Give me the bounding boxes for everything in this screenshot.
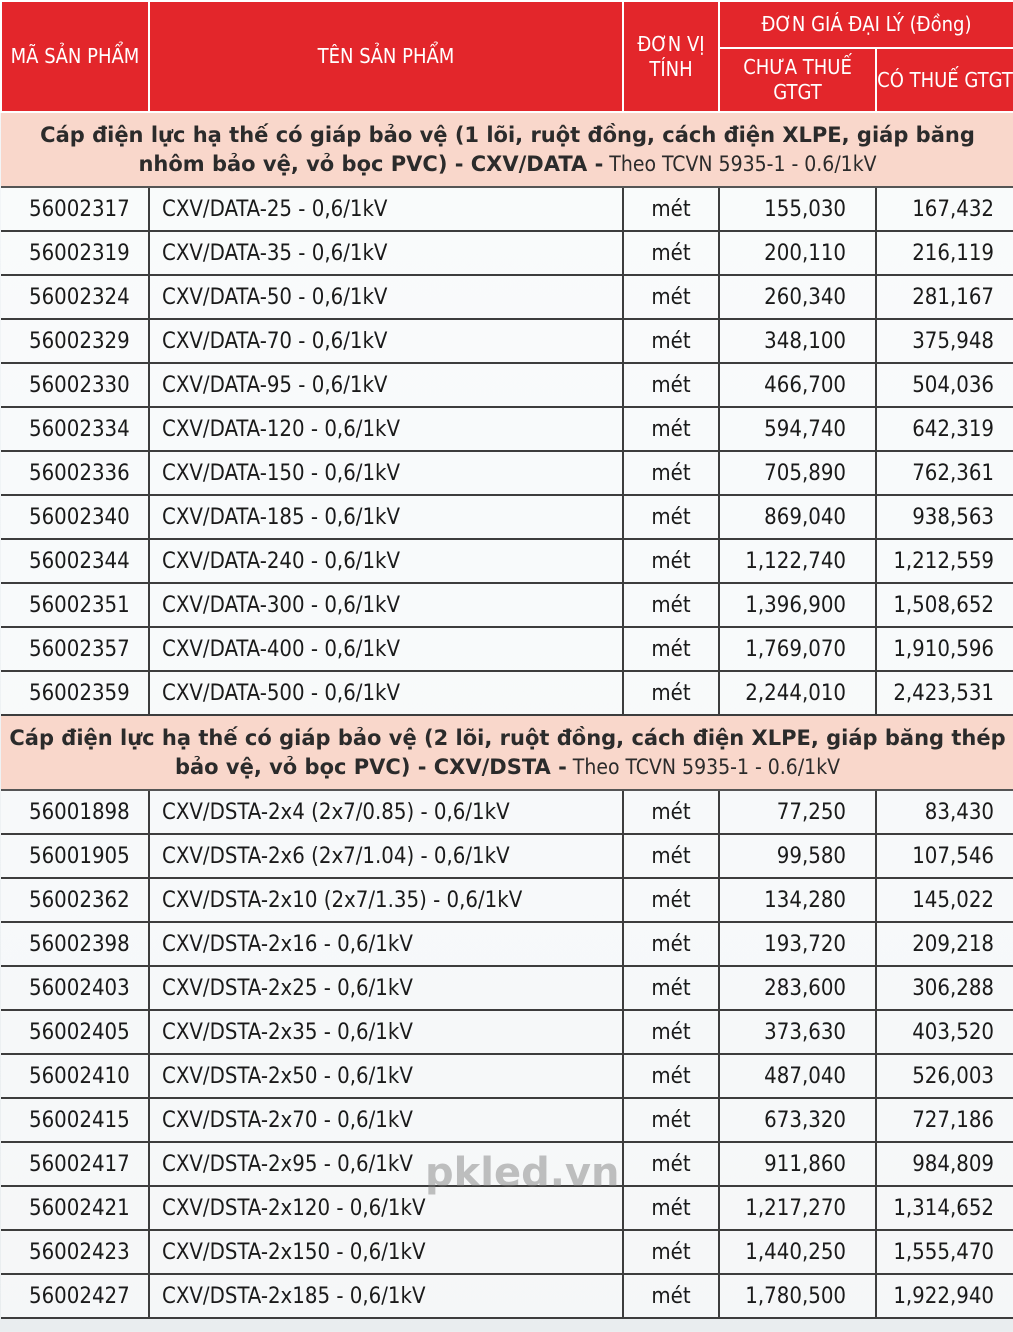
table-row <box>1 1054 1013 1098</box>
header-price-ex-vat: CHƯA THUẾ GTGT <box>719 48 876 112</box>
cell-unit: mét <box>623 922 719 966</box>
watermark: pkled.vn <box>425 1150 620 1196</box>
cell-name: CXV/DSTA-2x10 (2x7/1.35) - 0,6/1kV <box>149 878 623 922</box>
cell-code: 56002359 <box>1 671 149 715</box>
table-row <box>1 539 1013 583</box>
cell-code: 56002334 <box>1 407 149 451</box>
cell-name: CXV/DSTA-2x95 - 0,6/1kV <box>149 1142 623 1186</box>
cell-price-ex-vat: 283,600 <box>719 966 876 1010</box>
cell-name: CXV/DSTA-2x50 - 0,6/1kV <box>149 1054 623 1098</box>
cell-price-ex-vat: 1,769,070 <box>719 627 876 671</box>
cell-price-ex-vat: 200,110 <box>719 231 876 275</box>
cell-code: 56002336 <box>1 451 149 495</box>
cell-name: CXV/DSTA-2x70 - 0,6/1kV <box>149 1098 623 1142</box>
table-body <box>1 112 1013 1318</box>
cell-unit: mét <box>623 1186 719 1230</box>
cell-price-inc-vat: 167,432 <box>876 187 1013 231</box>
cell-price-inc-vat: 1,314,652 <box>876 1186 1013 1230</box>
cell-code: 56002324 <box>1 275 149 319</box>
cell-unit: mét <box>623 363 719 407</box>
cell-name: CXV/DATA-185 - 0,6/1kV <box>149 495 623 539</box>
cell-price-ex-vat: 193,720 <box>719 922 876 966</box>
cell-code: 56002351 <box>1 583 149 627</box>
header-code: MÃ SẢN PHẨM <box>1 1 149 112</box>
cell-unit: mét <box>623 187 719 231</box>
cell-price-inc-vat: 984,809 <box>876 1142 1013 1186</box>
cell-name: CXV/DATA-240 - 0,6/1kV <box>149 539 623 583</box>
cell-code: 56001905 <box>1 834 149 878</box>
cell-name: CXV/DATA-25 - 0,6/1kV <box>149 187 623 231</box>
cell-unit: mét <box>623 1142 719 1186</box>
table-row <box>1 834 1013 878</box>
cell-unit: mét <box>623 319 719 363</box>
table-row <box>1 671 1013 715</box>
cell-price-ex-vat: 155,030 <box>719 187 876 231</box>
cell-code: 56002423 <box>1 1230 149 1274</box>
cell-price-inc-vat: 306,288 <box>876 966 1013 1010</box>
cell-price-inc-vat: 762,361 <box>876 451 1013 495</box>
cell-unit: mét <box>623 407 719 451</box>
cell-price-ex-vat: 2,244,010 <box>719 671 876 715</box>
section-title <box>1 112 1013 187</box>
cell-code: 56002340 <box>1 495 149 539</box>
cell-code: 56002410 <box>1 1054 149 1098</box>
cell-name: CXV/DSTA-2x25 - 0,6/1kV <box>149 966 623 1010</box>
header-price-group: ĐƠN GIÁ ĐẠI LÝ (Đồng) <box>719 1 1013 48</box>
cell-name: CXV/DATA-300 - 0,6/1kV <box>149 583 623 627</box>
cell-name: CXV/DATA-95 - 0,6/1kV <box>149 363 623 407</box>
cell-name: CXV/DATA-50 - 0,6/1kV <box>149 275 623 319</box>
cell-price-ex-vat: 487,040 <box>719 1054 876 1098</box>
cell-name: CXV/DATA-400 - 0,6/1kV <box>149 627 623 671</box>
cell-price-inc-vat: 403,520 <box>876 1010 1013 1054</box>
cell-unit: mét <box>623 966 719 1010</box>
cell-price-ex-vat: 1,396,900 <box>719 583 876 627</box>
cell-price-ex-vat: 1,780,500 <box>719 1274 876 1318</box>
cell-code: 56002427 <box>1 1274 149 1318</box>
cell-unit: mét <box>623 671 719 715</box>
cell-price-ex-vat: 348,100 <box>719 319 876 363</box>
cell-price-inc-vat: 938,563 <box>876 495 1013 539</box>
table-row <box>1 363 1013 407</box>
cell-price-ex-vat: 1,217,270 <box>719 1186 876 1230</box>
table-row <box>1 187 1013 231</box>
cell-price-ex-vat: 466,700 <box>719 363 876 407</box>
cell-unit: mét <box>623 1098 719 1142</box>
cell-price-ex-vat: 373,630 <box>719 1010 876 1054</box>
table-row <box>1 451 1013 495</box>
cell-price-inc-vat: 526,003 <box>876 1054 1013 1098</box>
table-row <box>1 922 1013 966</box>
cell-price-ex-vat: 99,580 <box>719 834 876 878</box>
section-title-standard: Theo TCVN 5935-1 - 0.6/1kV <box>603 151 877 176</box>
cell-price-ex-vat: 1,440,250 <box>719 1230 876 1274</box>
cell-name: CXV/DATA-150 - 0,6/1kV <box>149 451 623 495</box>
header-name: TÊN SẢN PHẨM <box>149 1 623 112</box>
section-title-bold: Cáp điện lực hạ thế có giáp bảo vệ (2 lõi, ruột đồng, cách điện XLPE, giáp băng thép bảo vệ, vỏ bọc PVC) - CXV/DSTA - <box>9 725 1006 779</box>
table-row <box>1 1098 1013 1142</box>
table-row <box>1 319 1013 363</box>
cell-price-inc-vat: 281,167 <box>876 275 1013 319</box>
cell-unit: mét <box>623 275 719 319</box>
table-row <box>1 495 1013 539</box>
cell-code: 56002405 <box>1 1010 149 1054</box>
cell-price-inc-vat: 375,948 <box>876 319 1013 363</box>
cell-unit: mét <box>623 790 719 834</box>
cell-unit: mét <box>623 1230 719 1274</box>
table-row <box>1 1274 1013 1318</box>
cell-unit: mét <box>623 1274 719 1318</box>
cell-price-ex-vat: 260,340 <box>719 275 876 319</box>
cell-price-inc-vat: 727,186 <box>876 1098 1013 1142</box>
cell-code: 56002417 <box>1 1142 149 1186</box>
section-header <box>1 112 1013 187</box>
cell-name: CXV/DSTA-2x150 - 0,6/1kV <box>149 1230 623 1274</box>
cell-price-inc-vat: 1,910,596 <box>876 627 1013 671</box>
cell-name: CXV/DSTA-2x185 - 0,6/1kV <box>149 1274 623 1318</box>
section-title-bold: Cáp điện lực hạ thế có giáp bảo vệ (1 lõi, ruột đồng, cách điện XLPE, giáp băng nhôm bảo vệ, vỏ bọc PVC) - CXV/DATA - <box>40 122 975 176</box>
cell-unit: mét <box>623 627 719 671</box>
cell-name: CXV/DSTA-2x4 (2x7/0.85) - 0,6/1kV <box>149 790 623 834</box>
cell-code: 56002403 <box>1 966 149 1010</box>
cell-price-inc-vat: 1,922,940 <box>876 1274 1013 1318</box>
cell-price-inc-vat: 216,119 <box>876 231 1013 275</box>
cell-price-inc-vat: 1,555,470 <box>876 1230 1013 1274</box>
cell-unit: mét <box>623 1054 719 1098</box>
table-row <box>1 878 1013 922</box>
cell-price-ex-vat: 705,890 <box>719 451 876 495</box>
cell-price-ex-vat: 869,040 <box>719 495 876 539</box>
table-row <box>1 583 1013 627</box>
cell-unit: mét <box>623 1010 719 1054</box>
table-row <box>1 790 1013 834</box>
header-unit: ĐƠN VỊ TÍNH <box>623 1 719 112</box>
cell-price-inc-vat: 145,022 <box>876 878 1013 922</box>
table-row <box>1 231 1013 275</box>
cell-price-ex-vat: 673,320 <box>719 1098 876 1142</box>
cell-name: CXV/DSTA-2x120 - 0,6/1kV <box>149 1186 623 1230</box>
cell-unit: mét <box>623 834 719 878</box>
cell-code: 56002330 <box>1 363 149 407</box>
cell-name: CXV/DSTA-2x35 - 0,6/1kV <box>149 1010 623 1054</box>
header-price-inc-vat: CÓ THUẾ GTGT <box>876 48 1013 112</box>
cell-price-ex-vat: 1,122,740 <box>719 539 876 583</box>
cell-price-ex-vat: 77,250 <box>719 790 876 834</box>
section-header <box>1 715 1013 790</box>
cell-price-inc-vat: 2,423,531 <box>876 671 1013 715</box>
cell-code: 56002398 <box>1 922 149 966</box>
cell-price-inc-vat: 642,319 <box>876 407 1013 451</box>
cell-price-inc-vat: 83,430 <box>876 790 1013 834</box>
cell-code: 56002317 <box>1 187 149 231</box>
table-row <box>1 1230 1013 1274</box>
cell-unit: mét <box>623 495 719 539</box>
cell-code: 56001898 <box>1 790 149 834</box>
cell-unit: mét <box>623 451 719 495</box>
cell-code: 56002362 <box>1 878 149 922</box>
section-title <box>1 715 1013 790</box>
table-row <box>1 407 1013 451</box>
cell-price-inc-vat: 1,508,652 <box>876 583 1013 627</box>
cell-name: CXV/DATA-35 - 0,6/1kV <box>149 231 623 275</box>
cell-price-inc-vat: 107,546 <box>876 834 1013 878</box>
cell-price-inc-vat: 1,212,559 <box>876 539 1013 583</box>
cell-price-ex-vat: 594,740 <box>719 407 876 451</box>
cell-code: 56002415 <box>1 1098 149 1142</box>
cell-price-inc-vat: 209,218 <box>876 922 1013 966</box>
table-row <box>1 966 1013 1010</box>
cell-name: CXV/DSTA-2x16 - 0,6/1kV <box>149 922 623 966</box>
cell-code: 56002421 <box>1 1186 149 1230</box>
cell-price-ex-vat: 911,860 <box>719 1142 876 1186</box>
cell-price-inc-vat: 504,036 <box>876 363 1013 407</box>
cell-unit: mét <box>623 878 719 922</box>
cell-unit: mét <box>623 231 719 275</box>
cell-name: CXV/DSTA-2x6 (2x7/1.04) - 0,6/1kV <box>149 834 623 878</box>
cell-unit: mét <box>623 583 719 627</box>
table-header <box>1 1 1013 112</box>
cell-unit: mét <box>623 539 719 583</box>
cell-name: CXV/DATA-120 - 0,6/1kV <box>149 407 623 451</box>
table-row <box>1 1010 1013 1054</box>
cell-price-ex-vat: 134,280 <box>719 878 876 922</box>
cell-code: 56002329 <box>1 319 149 363</box>
cell-name: CXV/DATA-70 - 0,6/1kV <box>149 319 623 363</box>
cell-name: CXV/DATA-500 - 0,6/1kV <box>149 671 623 715</box>
table-row <box>1 627 1013 671</box>
cell-code: 56002344 <box>1 539 149 583</box>
section-title-standard: Theo TCVN 5935-1 - 0.6/1kV <box>566 754 841 779</box>
cell-code: 56002357 <box>1 627 149 671</box>
table-row <box>1 275 1013 319</box>
cell-code: 56002319 <box>1 231 149 275</box>
